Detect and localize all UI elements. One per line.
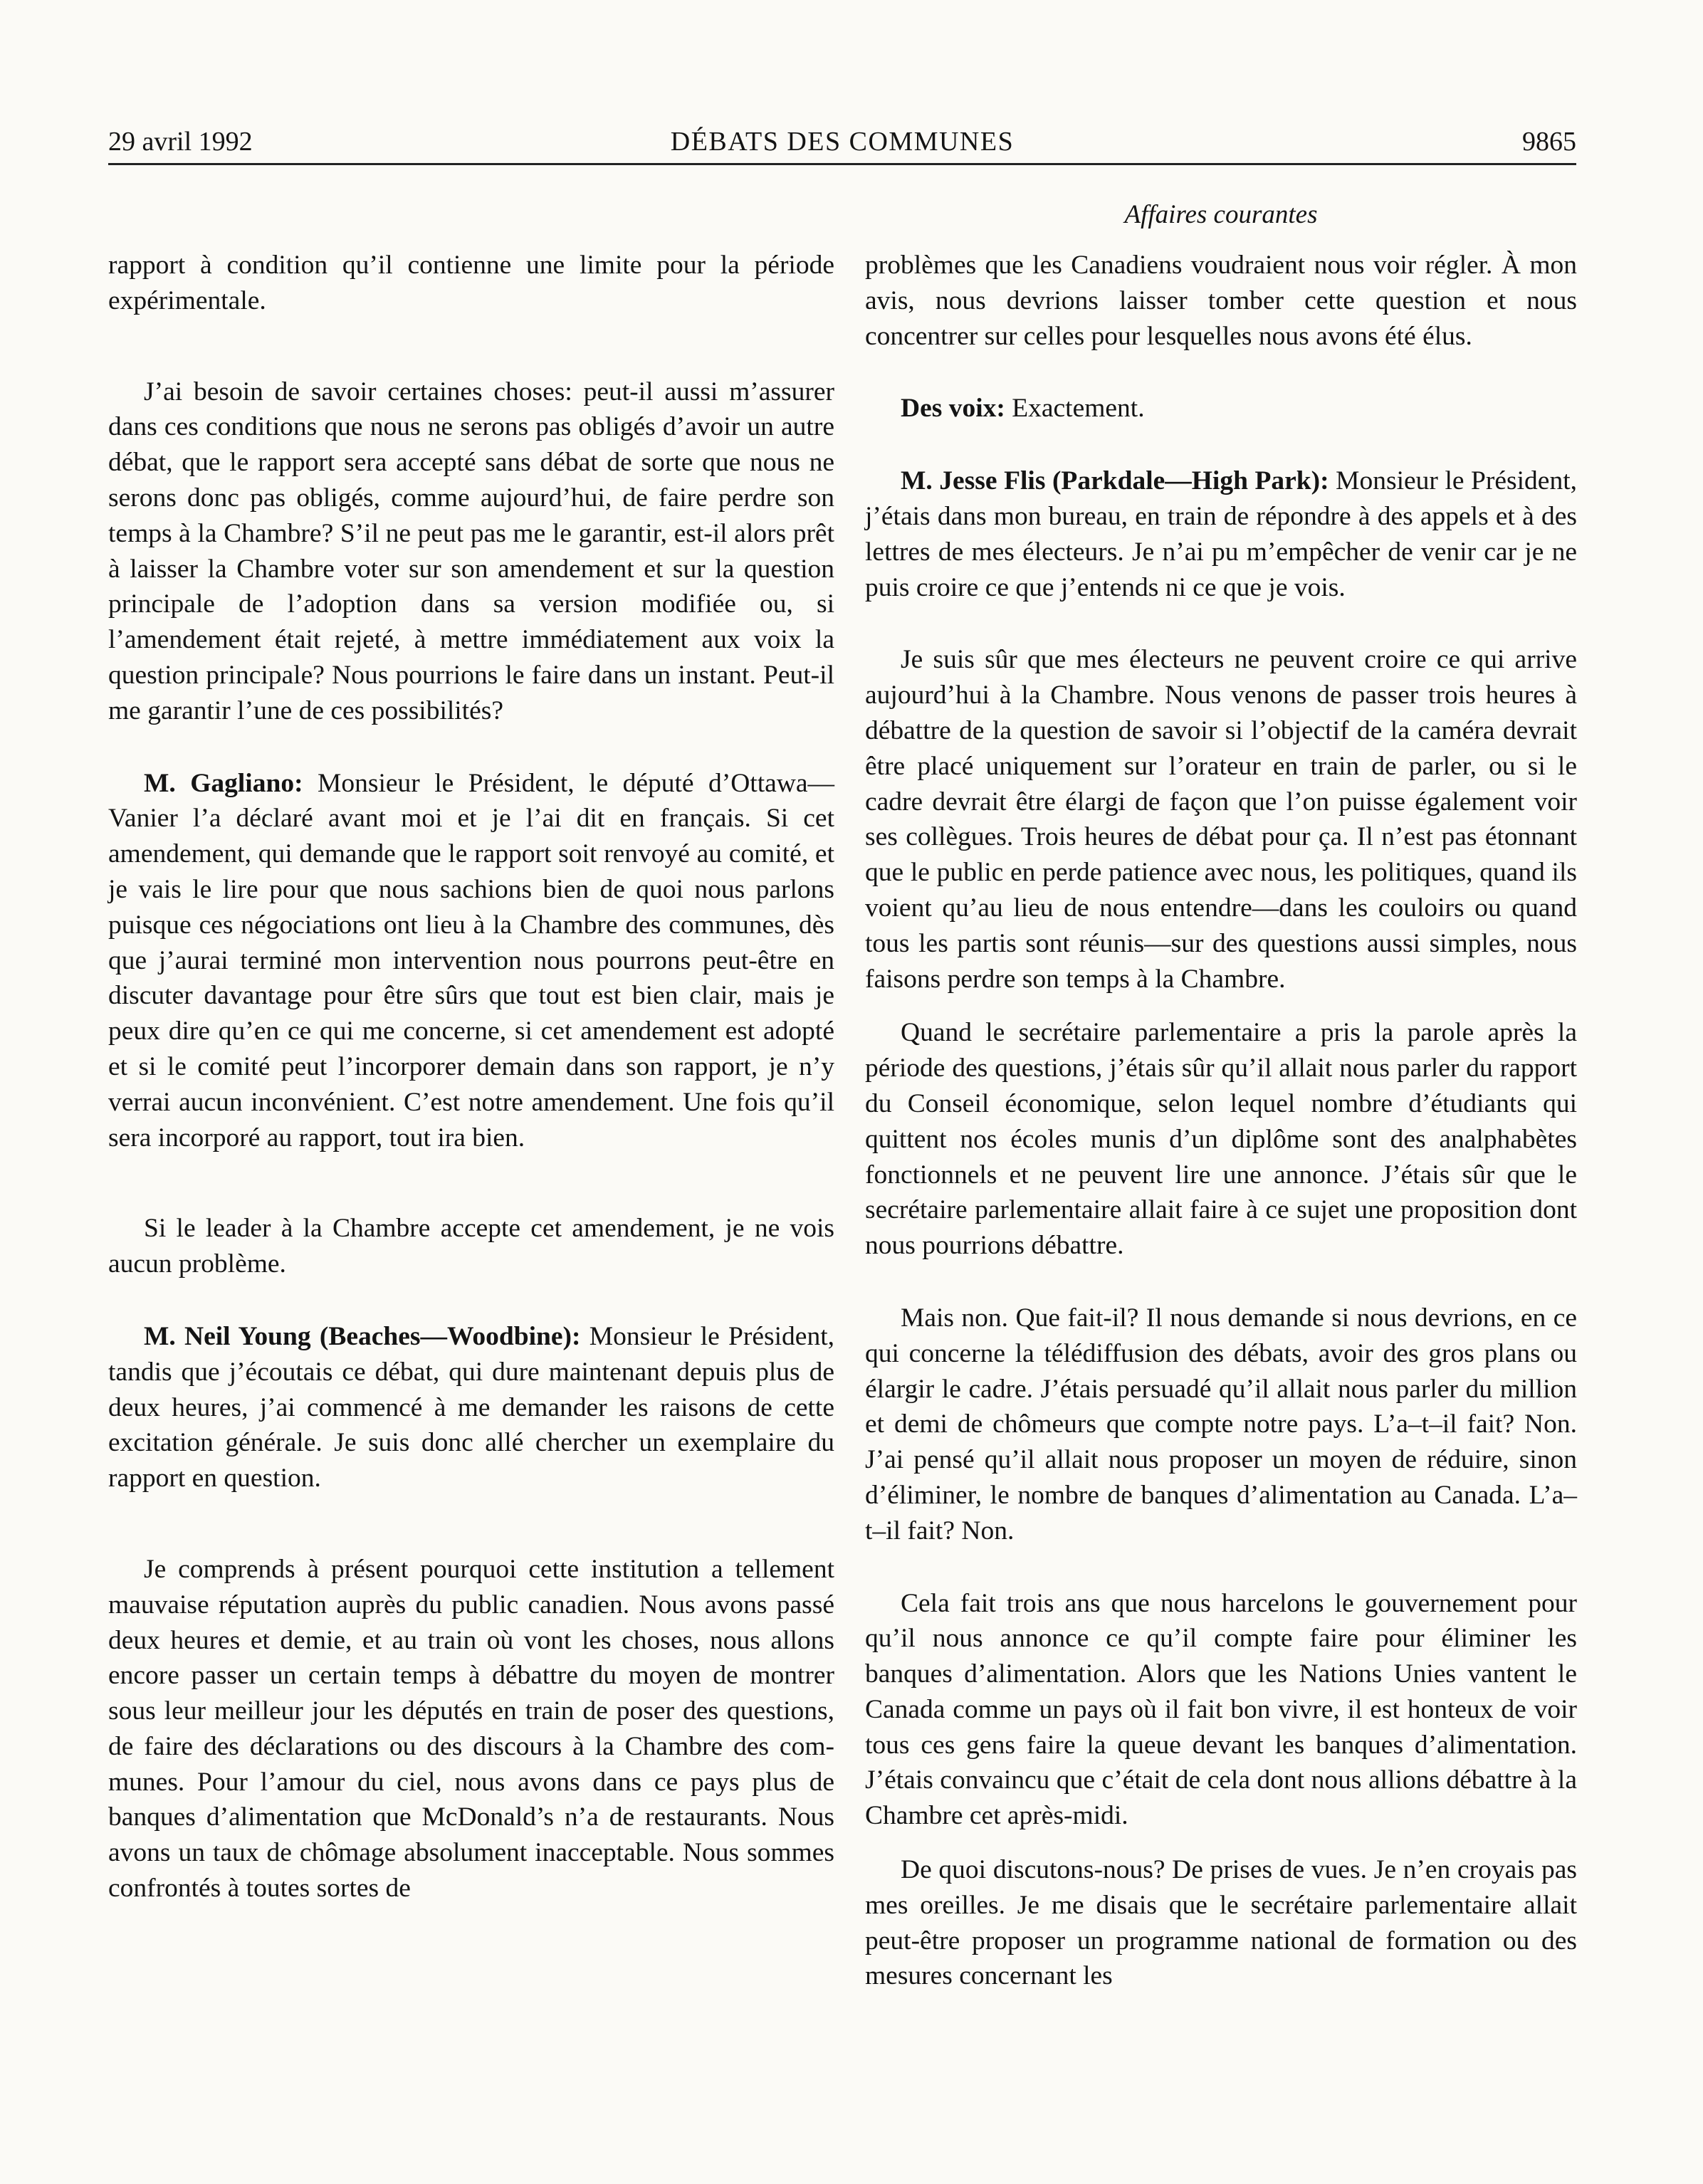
left-column: [108, 248, 834, 1943]
paragraph: De quoi discutons-nous? De prises de vues. Je n’en croyais pas mes oreilles. Je me disais que le secrétaire parlementaire allait peut-être proposer un programme national de formation ou des mesures concernant les: [865, 1855, 1577, 1991]
header-page-number: 9865: [1522, 127, 1576, 157]
section-title: Affaires courantes: [1124, 200, 1318, 229]
speaker-name: M. Gagliano:: [144, 768, 303, 798]
speaker-name: Des voix:: [901, 394, 1005, 424]
speech-text: Monsieur le Président, j’étais dans mon bureau, en train de répondre à des appels et à des lettres de mes électeurs. Je n’ai pu m’empêcher de venir car je ne puis croire ce que j’entends ni ce que je vois.: [865, 466, 1577, 602]
header-title: DÉBATS DES COMMUNES: [670, 127, 1015, 157]
speaker-name: M. Jesse Flis (Parkdale—High Park):: [901, 466, 1329, 496]
paragraph: Mais non. Que fait-il? Il nous demande si nous devrions, en ce qui concerne la télédiffusion des débats, avoir des gros plans ou élargir le cadre. J’étais persuadé qu’il allait nous parler du million et demi de chômeurs que compte notre pays. L’a–t–il fait? Non. J’ai pensé qu’il allait nous proposer un moyen de réduire, sinon d’éliminer, le nombre de banques d’alimentation au Canada. L’a–t–il fait? Non.: [865, 1303, 1577, 1545]
paragraph: J’ai besoin de savoir certaines choses: peut-il aussi m’assurer dans ces conditions que nous ne serons pas obligés d’avoir un autre débat, que le rapport sera accepté sans débat de sorte que nous ne serons donc pas obligés, comme aujourd’hui, de faire perdre son temps à la Chambre? S’il ne peut pas me le garantir, est-il alors prêt à laisser la Chambre voter sur son amendement et sur la question principale de l’adoption dans sa version modifiée ou, si l’amendement était rejeté, à mettre immédiatement aux voix la question principale? Nous pourrions le faire dans un instant. Peut-il me garantir l’une de ces possibilités?: [108, 377, 834, 725]
speech-text: Monsieur le Président, le député d’Ottawa—Vanier l’a déclaré avant moi et je l’ai dit en français. Si cet amendement, qui demande que le rapport soit renvoyé au comité, et je vais le lire pour que nous sachions bien de quoi nous parlons puisque ces négociations ont lieu à la Chambre des communes, dès que j’aurai terminé mon intervention nous pourrons peut-être en discuter davantage pour être sûrs que tout est bien clair, mais je peux dire qu’en ce qui me concerne, si cet amendement est adopté et si le comité peut l’incorporer demain dans son rapport, je n’y verrai aucun inconvénient. C’est notre amendement. Une fois qu’il sera incorporé au rapport, tout ira bien.: [108, 768, 834, 1153]
speech-text: Monsieur le Président, tandis que j’écoutais ce débat, qui dure maintenant depuis plus de deux heures, j’ai commencé à me demander les raisons de cette excitation générale. Je suis donc allé chercher un exemplaire du rapport en question.: [108, 1321, 834, 1493]
paragraph: Si le leader à la Chambre accepte cet amendement, je ne vois aucun problème.: [108, 1214, 834, 1279]
paragraph: [865, 463, 1577, 605]
paragraph: [108, 1319, 834, 1496]
paragraph: rapport à condition qu’il contienne une limite pour la période expérimentale.: [108, 251, 834, 315]
paragraph: [108, 766, 834, 1156]
right-column: [865, 248, 1577, 2031]
paragraph: Cela fait trois ans que nous harcelons le gouvernement pour qu’il nous annonce ce qu’il compte faire pour éliminer les banques d’alimentation. Alors que les Nations Unies vantent le Canada comme un pays où il fait bon vivre, il est honteux de voir tous ces gens faire la queue devant les banques d’alimentation. J’étais convaincu que c’était de cela dont nous allions débattre à la Chambre cet après-midi.: [865, 1588, 1577, 1831]
paragraph: problèmes que les Canadiens voudraient nous voir régler. À mon avis, nous devrions laisser tomber cette question et nous concentrer sur celles pour lesquelles nous avons été élus.: [865, 251, 1577, 351]
paragraph: [865, 391, 1577, 426]
paragraph: Je comprends à présent pourquoi cette institution a tellement mauvaise réputation auprès du public canadien. Nous avons passé deux heures et demie, et au train où vont les choses, nous allons encore passer un certain temps à débattre du moyen de montrer sous leur meilleur jour les députés en train de poser des questions, de faire des déclarations ou des discours à la Chambre des communes. Pour l’amour du ciel, nous avons dans ce pays plus de banques d’alimentation que McDonald’s n’a de restaurants. Nous avons un taux de chômage absolument inacceptable. Nous sommes confrontés à toutes sortes de: [108, 1554, 834, 1904]
page-header: [108, 122, 1576, 161]
paragraph: Quand le secrétaire parlementaire a pris la parole après la période des questions, j’étais sûr qu’il allait nous parler du rapport du Conseil économique, selon lequel nombre d’étudiants qui quittent nos écoles munis d’un diplôme sont des analphabètes fonctionnels et ne peuvent lire une annonce. J’étais sûr que le secrétaire parlementaire allait faire à ce sujet une proposition dont nous pourrions débattre.: [865, 1018, 1577, 1261]
speaker-name: M. Neil Young (Beaches—Woodbine):: [144, 1321, 581, 1351]
paragraph: Je suis sûr que mes électeurs ne peuvent croire ce qui arrive aujourd’hui à la Chambre. Nous venons de passer trois heures à débattre de la question de savoir si l’objectif de la caméra devrait être placé uniquement sur l’orateur en train de parler, ou si le cadre devrait être élargi de façon que l’on puisse également voir ses collègues. Trois heures de débat pour ça. Il n’est pas étonnant que le public en perde patience avec nous, les politiques, quand ils voient qu’au lieu de nous entendre—dans les couloirs ou quand tous les partis sont réunis—sur des questions aussi simples, nous faisons perdre son temps à la Chambre.: [865, 645, 1577, 994]
header-date: 29 avril 1992: [108, 127, 253, 157]
speech-text: Exactement.: [1012, 394, 1145, 424]
header-rule: [108, 163, 1576, 165]
